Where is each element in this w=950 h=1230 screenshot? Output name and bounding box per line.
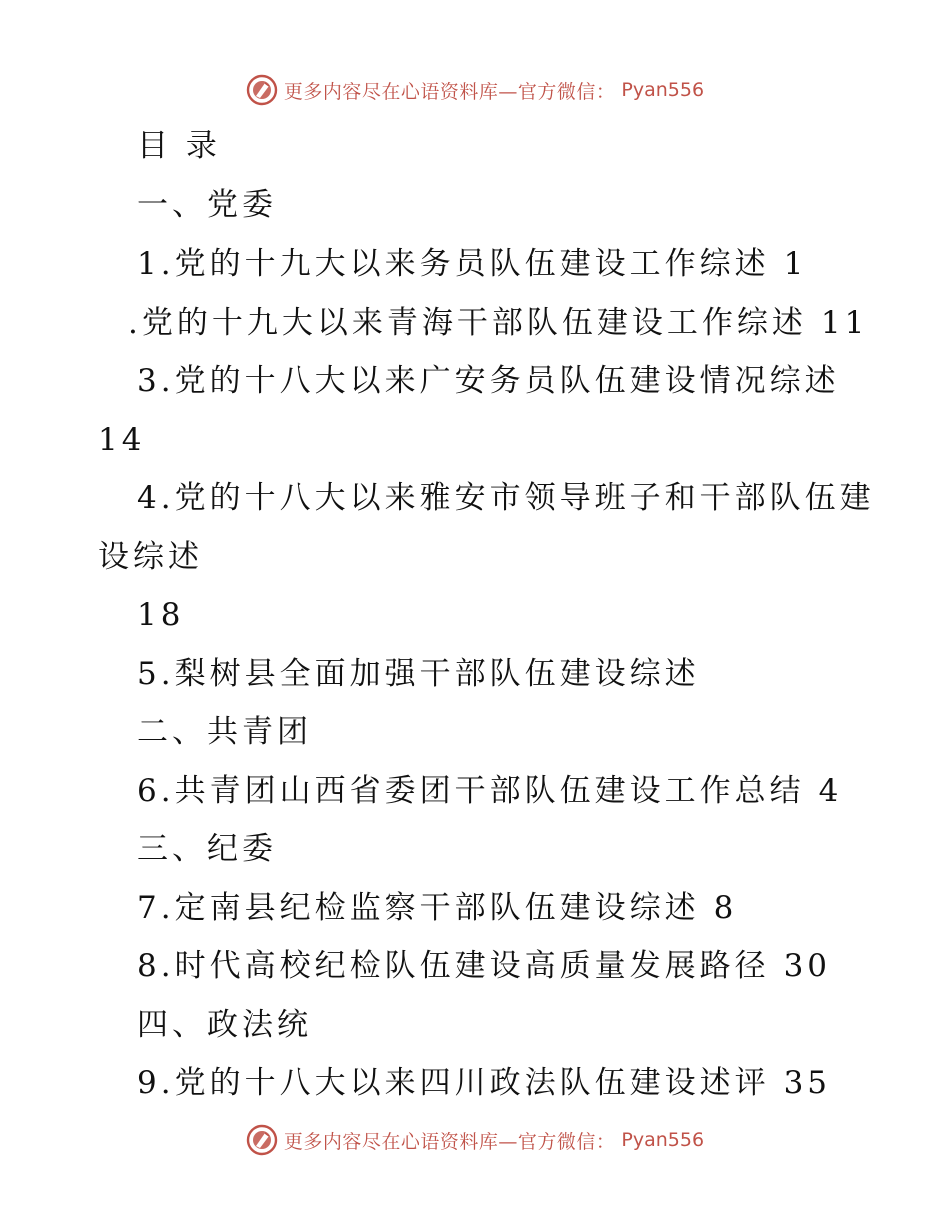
toc-item-4: 4.党的十八大以来雅安市领导班子和干部队伍建 [137,480,875,516]
watermark-text: 更多内容尽在心语资料库—官方微信： [283,80,616,103]
section-heading-party-committee: 一、党委 [137,187,277,223]
watermark-wechat-id: Pyan556 [621,79,705,101]
toc-item-text: 9.党的十八大以来四川政法队伍建设述评 [137,1065,770,1101]
section-heading-discipline-commission: 三、纪委 [137,831,277,867]
watermark-text: 更多内容尽在心语资料库—官方微信： [283,1130,616,1153]
pen-nib-circle-icon [246,1124,278,1156]
toc-item-4-page: 18 [137,597,185,633]
toc-item-page: 30 [783,948,832,984]
watermark-wechat-id: Pyan556 [621,1129,705,1151]
toc-item-2 [128,303,868,343]
toc-item-9 [137,1063,831,1103]
toc-item-3-page: 14 [98,422,146,458]
toc-item-7 [137,888,737,928]
toc-item-page: 1 [783,246,808,282]
section-heading-political-legal: 四、政法统 [137,1007,312,1043]
toc-item-text: 6.共青团山西省委团干部队伍建设工作总结 [137,773,805,809]
toc-item-page: 4 [818,773,843,809]
toc-item-page: 11 [820,305,869,341]
toc-item-text: .党的十九大以来青海干部队伍建设工作综述 [128,305,807,341]
toc-title: 目 录 [137,128,221,164]
toc-item-text: 7.定南县纪检监察干部队伍建设综述 [137,890,700,926]
toc-item-5: 5.梨树县全面加强干部队伍建设综述 [137,656,700,692]
toc-item-6 [137,771,842,811]
toc-item-8 [137,946,831,986]
toc-item-page: 8 [713,890,738,926]
toc-item-1 [137,244,807,284]
toc-item-text: 1.党的十九大以来务员队伍建设工作综述 [137,246,770,282]
toc-item-text: 8.时代高校纪检队伍建设高质量发展路径 [137,948,770,984]
pen-nib-circle-icon [246,74,278,106]
toc-item-4-continued: 设综述 [98,539,203,575]
header-watermark [0,70,950,110]
toc-item-page: 35 [783,1065,832,1101]
footer-watermark [0,1120,950,1160]
section-heading-youth-league: 二、共青团 [137,714,312,750]
toc-item-3: 3.党的十八大以来广安务员队伍建设情况综述 [137,363,840,399]
